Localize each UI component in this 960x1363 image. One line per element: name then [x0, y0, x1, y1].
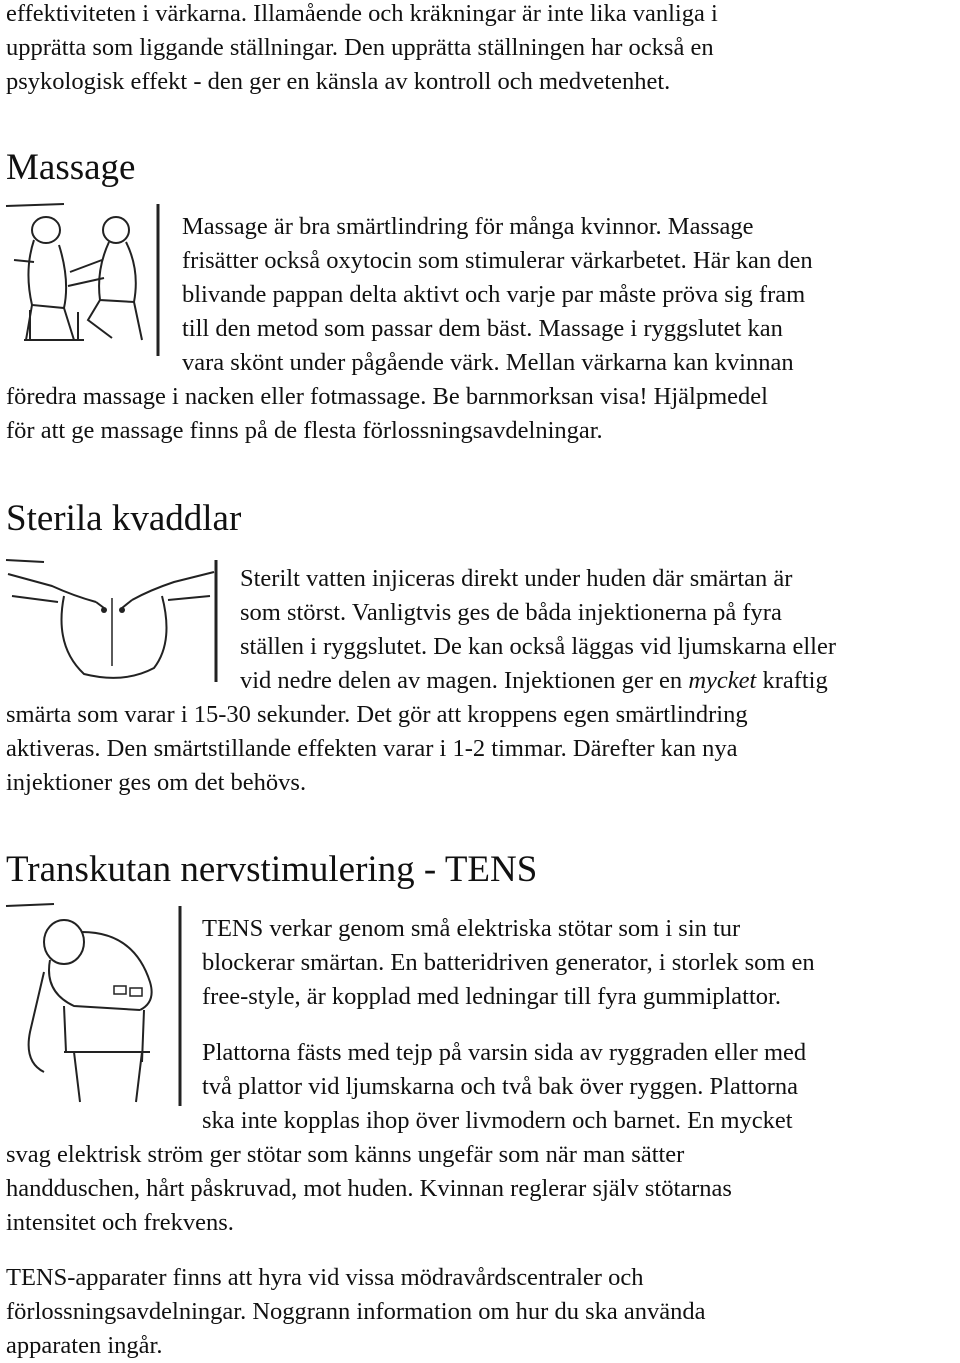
sterila-line: som störst. Vanligtvis ges de båda injektionerna på fyra: [240, 599, 782, 626]
tens-line: handduschen, hårt påskruvad, mot huden. Kvinnan reglerar själv stötarnas: [6, 1175, 732, 1202]
intro-paragraph: [6, 0, 956, 99]
massage-paragraph-continued: [6, 380, 956, 448]
intro-line: upprätta som liggande ställningar. Den upprätta ställningen har också en: [6, 34, 714, 61]
sterila-line: ställen i ryggslutet. De kan också läggas vid ljumskarna eller: [240, 633, 837, 660]
sterila-line-part: vid nedre delen av magen. Injektionen ger en: [240, 667, 689, 694]
massage-line: blivande pappan delta aktivt och varje par måste pröva sig fram: [182, 281, 806, 308]
massage-illustration: [4, 200, 164, 360]
tens-line: förlossningsavdelningar. Noggrann information om hur du ska använda: [6, 1298, 706, 1325]
tens-line: free-style, är kopplad med ledningar till fyra gummiplattor.: [202, 983, 781, 1010]
sterila-line: smärta som varar i 15-30 sekunder. Det gör att kroppens egen smärtlindring: [6, 701, 748, 728]
sterila-line: Sterilt vatten injiceras direkt under huden där smärtan är: [240, 565, 793, 592]
tens-illustration: [4, 902, 186, 1110]
massage-line: för att ge massage finns på de flesta förlossningsavdelningar.: [6, 417, 603, 444]
tens-line: intensitet och frekvens.: [6, 1209, 234, 1236]
tens-line: apparaten ingår.: [6, 1332, 163, 1359]
emphasis-text: mycket: [688, 667, 757, 694]
massage-heading: Massage: [6, 147, 136, 188]
tens-line: TENS-apparater finns att hyra vid vissa mödravårdscentraler och: [6, 1264, 644, 1291]
intro-line: psykologisk effekt - den ger en känsla av kontroll och medvetenhet.: [6, 68, 671, 95]
sterila-line: injektioner ges om det behövs.: [6, 769, 307, 796]
tens-heading: Transkutan nervstimulering - TENS: [6, 849, 538, 890]
massage-line: föredra massage i nacken eller fotmassage. Be barnmorksan visa! Hjälpmedel: [6, 383, 768, 410]
sterila-paragraph: [240, 562, 956, 698]
massage-paragraph: [182, 210, 956, 380]
intro-line: effektiviteten i värkarna. Illamående och kräkningar är inte lika vanliga i: [6, 0, 718, 27]
tens-line: två plattor vid ljumskarna och två bak över ryggen. Plattorna: [202, 1073, 799, 1100]
tens-paragraph-2: [202, 1036, 956, 1138]
tens-line: Plattorna fästs med tejp på varsin sida av ryggraden eller med: [202, 1039, 807, 1066]
sterila-line: aktiveras. Den smärtstillande effekten varar i 1-2 timmar. Därefter kan nya: [6, 735, 738, 762]
massage-line: till den metod som passar dem bäst. Massage i ryggslutet kan: [182, 315, 783, 342]
tens-line: svag elektrisk ström ger stötar som känns ungefär som när man sätter: [6, 1141, 685, 1168]
massage-line: vara skönt under pågående värk. Mellan värkarna kan kvinnan: [182, 349, 794, 376]
tens-line: ska inte kopplas ihop över livmodern och barnet. En mycket: [202, 1107, 793, 1134]
sterila-paragraph-continued: [6, 698, 956, 800]
sterila-heading: Sterila kvaddlar: [6, 498, 242, 539]
tens-paragraph-1: [202, 912, 956, 1014]
massage-line: Massage är bra smärtlindring för många kvinnor. Massage: [182, 213, 754, 240]
tens-paragraph-2-continued: [6, 1138, 956, 1240]
massage-line: frisätter också oxytocin som stimulerar värkarbetet. Här kan den: [182, 247, 813, 274]
injection-illustration: [4, 556, 220, 686]
sterila-line: [240, 664, 956, 698]
tens-line: TENS verkar genom små elektriska stötar som i sin tur: [202, 915, 741, 942]
tens-line: blockerar smärtan. En batteridriven generator, i storlek som en: [202, 949, 815, 976]
sterila-line-part: kraftig: [756, 667, 828, 694]
tens-paragraph-3: [6, 1261, 956, 1363]
